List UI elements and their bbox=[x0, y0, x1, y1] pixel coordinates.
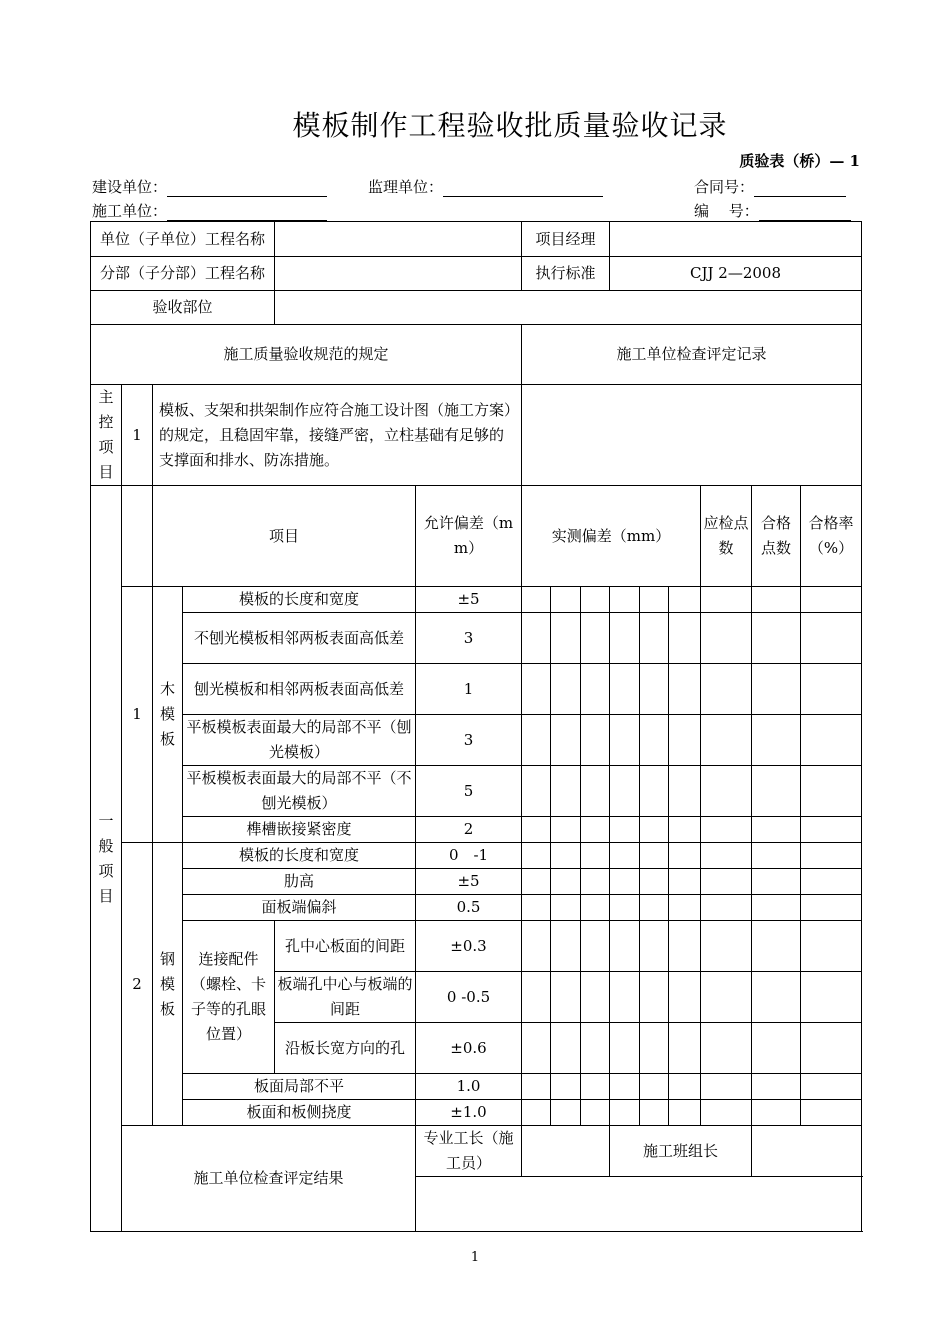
project-manager-value[interactable] bbox=[610, 222, 862, 257]
rate-cell[interactable] bbox=[801, 715, 862, 766]
measure-cell[interactable] bbox=[522, 921, 551, 972]
measure-cell[interactable] bbox=[669, 843, 701, 869]
rate-cell[interactable] bbox=[801, 1074, 862, 1100]
unit-project-value[interactable] bbox=[275, 222, 522, 257]
measure-cell[interactable] bbox=[581, 843, 610, 869]
pass-cell[interactable] bbox=[752, 895, 801, 921]
measure-cell[interactable] bbox=[551, 1023, 581, 1074]
pass-cell[interactable] bbox=[752, 921, 801, 972]
measure-cell[interactable] bbox=[610, 613, 640, 664]
rate-cell[interactable] bbox=[801, 843, 862, 869]
measure-cell[interactable] bbox=[522, 972, 551, 1023]
measure-cell[interactable] bbox=[640, 1023, 669, 1074]
steel-item: 模板的长度和宽度 bbox=[183, 843, 416, 869]
measure-cell[interactable] bbox=[581, 895, 610, 921]
measure-cell[interactable] bbox=[640, 1074, 669, 1100]
measure-cell[interactable] bbox=[669, 766, 701, 817]
measure-cell[interactable] bbox=[522, 587, 551, 613]
measure-cell[interactable] bbox=[581, 715, 610, 766]
steel-allow: 0.5 bbox=[416, 895, 522, 921]
measure-cell[interactable] bbox=[640, 869, 669, 895]
contract-no-field bbox=[694, 176, 846, 197]
points-cell[interactable] bbox=[701, 613, 752, 664]
measure-cell[interactable] bbox=[581, 613, 610, 664]
steel-item: 板面和板侧挠度 bbox=[183, 1100, 416, 1126]
points-cell[interactable] bbox=[701, 1074, 752, 1100]
measure-cell[interactable] bbox=[610, 1074, 640, 1100]
serial-no-blank[interactable] bbox=[759, 204, 851, 221]
spec-heading: 施工质量验收规范的规定 bbox=[91, 325, 522, 385]
wood-item: 平板模板表面最大的局部不平（不刨光模板） bbox=[183, 766, 416, 817]
pass-cell[interactable] bbox=[752, 766, 801, 817]
steel-label: 钢模板 bbox=[153, 843, 183, 1126]
measure-cell[interactable] bbox=[522, 766, 551, 817]
measure-cell[interactable] bbox=[522, 613, 551, 664]
foreman-label: 专业工长（施工员） bbox=[416, 1126, 522, 1177]
rate-cell[interactable] bbox=[801, 664, 862, 715]
measure-cell[interactable] bbox=[640, 921, 669, 972]
measure-cell[interactable] bbox=[581, 972, 610, 1023]
steel-item: 板面局部不平 bbox=[183, 1074, 416, 1100]
steel-item: 孔中心板面的间距 bbox=[275, 921, 416, 972]
measure-cell[interactable] bbox=[581, 921, 610, 972]
points-cell[interactable] bbox=[701, 895, 752, 921]
general-label: 一般项目 bbox=[91, 486, 122, 1232]
points-cell[interactable] bbox=[701, 715, 752, 766]
measure-cell[interactable] bbox=[522, 715, 551, 766]
wood-allow: 3 bbox=[416, 613, 522, 664]
measure-cell[interactable] bbox=[551, 817, 581, 843]
project-manager-label: 项目经理 bbox=[522, 222, 610, 257]
measure-cell[interactable] bbox=[581, 1074, 610, 1100]
measure-cell[interactable] bbox=[581, 587, 610, 613]
serial-no-field bbox=[694, 200, 851, 221]
measure-cell[interactable] bbox=[640, 1100, 669, 1126]
points-cell[interactable] bbox=[701, 664, 752, 715]
points-cell[interactable] bbox=[701, 869, 752, 895]
pass-cell[interactable] bbox=[752, 1023, 801, 1074]
measure-cell[interactable] bbox=[640, 895, 669, 921]
points-cell[interactable] bbox=[701, 921, 752, 972]
main-control-no: 1 bbox=[122, 385, 153, 486]
measure-cell[interactable] bbox=[610, 921, 640, 972]
measure-cell[interactable] bbox=[610, 972, 640, 1023]
measure-cell[interactable] bbox=[669, 921, 701, 972]
measure-cell[interactable] bbox=[610, 587, 640, 613]
rate-cell[interactable] bbox=[801, 613, 862, 664]
pass-cell[interactable] bbox=[752, 1100, 801, 1126]
points-cell[interactable] bbox=[701, 1023, 752, 1074]
foreman-value[interactable] bbox=[522, 1126, 610, 1177]
wood-allow: 1 bbox=[416, 664, 522, 715]
general-header-blank bbox=[122, 486, 153, 587]
build-unit-field bbox=[92, 176, 327, 197]
measure-cell[interactable] bbox=[640, 972, 669, 1023]
supervise-unit-field bbox=[368, 176, 603, 197]
measure-cell[interactable] bbox=[669, 613, 701, 664]
measure-cell[interactable] bbox=[640, 817, 669, 843]
points-cell[interactable] bbox=[701, 843, 752, 869]
measure-cell[interactable] bbox=[551, 1100, 581, 1126]
points-cell[interactable] bbox=[701, 766, 752, 817]
wood-allow: 2 bbox=[416, 817, 522, 843]
measure-cell[interactable] bbox=[581, 766, 610, 817]
measure-cell[interactable] bbox=[669, 1074, 701, 1100]
pass-cell[interactable] bbox=[752, 715, 801, 766]
construct-unit-blank[interactable] bbox=[167, 204, 327, 221]
team-leader-label: 施工班组长 bbox=[610, 1126, 752, 1177]
rate-cell[interactable] bbox=[801, 1023, 862, 1074]
measure-cell[interactable] bbox=[669, 817, 701, 843]
col-measured-header: 实测偏差（mm） bbox=[522, 486, 701, 587]
steel-item: 沿板长宽方向的孔 bbox=[275, 1023, 416, 1074]
measure-cell[interactable] bbox=[551, 715, 581, 766]
measure-cell[interactable] bbox=[640, 587, 669, 613]
measure-cell[interactable] bbox=[610, 664, 640, 715]
serial-no-label: 编 号： bbox=[694, 202, 759, 220]
measure-cell[interactable] bbox=[610, 895, 640, 921]
measure-cell[interactable] bbox=[669, 715, 701, 766]
rate-cell[interactable] bbox=[801, 817, 862, 843]
rate-cell[interactable] bbox=[801, 587, 862, 613]
wood-item: 模板的长度和宽度 bbox=[183, 587, 416, 613]
measure-cell[interactable] bbox=[610, 869, 640, 895]
col-item-header: 项目 bbox=[153, 486, 416, 587]
measure-cell[interactable] bbox=[669, 895, 701, 921]
measure-cell[interactable] bbox=[551, 664, 581, 715]
col-points-header: 应检点数 bbox=[701, 486, 752, 587]
measure-cell[interactable] bbox=[640, 715, 669, 766]
measure-cell[interactable] bbox=[551, 895, 581, 921]
measure-cell[interactable] bbox=[610, 843, 640, 869]
measure-cell[interactable] bbox=[522, 895, 551, 921]
steel-item: 面板端偏斜 bbox=[183, 895, 416, 921]
steel-item: 肋高 bbox=[183, 869, 416, 895]
record-heading: 施工单位检查评定记录 bbox=[522, 325, 862, 385]
wood-item: 刨光模板和相邻两板表面高低差 bbox=[183, 664, 416, 715]
measure-cell[interactable] bbox=[669, 869, 701, 895]
measure-cell[interactable] bbox=[551, 869, 581, 895]
rate-cell[interactable] bbox=[801, 766, 862, 817]
steel-allow: ±0.6 bbox=[416, 1023, 522, 1074]
measure-cell[interactable] bbox=[669, 664, 701, 715]
measure-cell[interactable] bbox=[669, 972, 701, 1023]
measure-cell[interactable] bbox=[610, 715, 640, 766]
steel-allow: ±0.3 bbox=[416, 921, 522, 972]
connector-label: 连接配件（螺栓、卡子等的孔眼位置） bbox=[183, 921, 275, 1074]
steel-allow: 0 -1 bbox=[416, 843, 522, 869]
measure-cell[interactable] bbox=[581, 1100, 610, 1126]
wood-no: 1 bbox=[122, 587, 153, 843]
construct-unit-label: 施工单位： bbox=[92, 202, 168, 220]
measure-cell[interactable] bbox=[551, 1074, 581, 1100]
points-cell[interactable] bbox=[701, 1100, 752, 1126]
measure-cell[interactable] bbox=[551, 921, 581, 972]
measure-cell[interactable] bbox=[610, 1023, 640, 1074]
measure-cell[interactable] bbox=[581, 1023, 610, 1074]
measure-cell[interactable] bbox=[522, 1023, 551, 1074]
main-control-text: 模板、支架和拱架制作应符合施工设计图（施工方案）的规定，且稳固牢靠，接缝严密，立柱基础有足够的支撑面和排水、防冻措施。 bbox=[153, 385, 522, 486]
steel-no: 2 bbox=[122, 843, 153, 1126]
measure-cell[interactable] bbox=[669, 1023, 701, 1074]
measure-cell[interactable] bbox=[610, 766, 640, 817]
measure-cell[interactable] bbox=[522, 1100, 551, 1126]
measure-cell[interactable] bbox=[551, 613, 581, 664]
col-allow-header: 允许偏差（mm） bbox=[416, 486, 522, 587]
rate-cell[interactable] bbox=[801, 972, 862, 1023]
inspection-table bbox=[90, 221, 862, 1232]
inspection-part-value[interactable] bbox=[275, 291, 862, 325]
result-label: 施工单位检查评定结果 bbox=[122, 1126, 416, 1232]
pass-cell[interactable] bbox=[752, 587, 801, 613]
sub-project-value[interactable] bbox=[275, 257, 522, 291]
wood-item: 平板模板表面最大的局部不平（刨光模板） bbox=[183, 715, 416, 766]
measure-cell[interactable] bbox=[640, 766, 669, 817]
team-leader-value[interactable] bbox=[752, 1126, 862, 1177]
measure-cell[interactable] bbox=[610, 817, 640, 843]
rate-cell[interactable] bbox=[801, 895, 862, 921]
document-title: 模板制作工程验收批质量验收记录 bbox=[292, 109, 728, 142]
rate-cell[interactable] bbox=[801, 1100, 862, 1126]
measure-cell[interactable] bbox=[669, 1100, 701, 1126]
measure-cell[interactable] bbox=[522, 1074, 551, 1100]
steel-item: 板端孔中心与板端的间距 bbox=[275, 972, 416, 1023]
wood-allow: 3 bbox=[416, 715, 522, 766]
points-cell[interactable] bbox=[701, 817, 752, 843]
wood-item: 不刨光模板相邻两板表面高低差 bbox=[183, 613, 416, 664]
result-value[interactable] bbox=[416, 1177, 862, 1232]
measure-cell[interactable] bbox=[581, 664, 610, 715]
wood-allow: 5 bbox=[416, 766, 522, 817]
wood-allow: ±5 bbox=[416, 587, 522, 613]
supervise-unit-blank[interactable] bbox=[443, 180, 603, 197]
supervise-unit-label: 监理单位： bbox=[368, 178, 444, 196]
pass-cell[interactable] bbox=[752, 664, 801, 715]
measure-cell[interactable] bbox=[640, 664, 669, 715]
build-unit-blank[interactable] bbox=[167, 180, 327, 197]
contract-no-blank[interactable] bbox=[754, 180, 846, 197]
measure-cell[interactable] bbox=[640, 843, 669, 869]
measure-cell[interactable] bbox=[551, 972, 581, 1023]
pass-cell[interactable] bbox=[752, 613, 801, 664]
exec-standard-value: CJJ 2—2008 bbox=[610, 257, 862, 291]
pass-cell[interactable] bbox=[752, 869, 801, 895]
points-cell[interactable] bbox=[701, 587, 752, 613]
sub-project-label: 分部（子分部）工程名称 bbox=[91, 257, 275, 291]
points-cell[interactable] bbox=[701, 972, 752, 1023]
measure-cell[interactable] bbox=[610, 1100, 640, 1126]
measure-cell[interactable] bbox=[522, 869, 551, 895]
contract-no-label: 合同号： bbox=[694, 178, 755, 196]
rate-cell[interactable] bbox=[801, 869, 862, 895]
measure-cell[interactable] bbox=[522, 843, 551, 869]
steel-allow: ±5 bbox=[416, 869, 522, 895]
measure-cell[interactable] bbox=[522, 664, 551, 715]
construct-unit-field bbox=[92, 200, 327, 221]
col-pass-header: 合格点数 bbox=[752, 486, 801, 587]
steel-allow: ±1.0 bbox=[416, 1100, 522, 1126]
main-control-record[interactable] bbox=[522, 385, 862, 486]
steel-allow: 0 -0.5 bbox=[416, 972, 522, 1023]
measure-cell[interactable] bbox=[522, 817, 551, 843]
measure-cell[interactable] bbox=[551, 843, 581, 869]
page-number: 1 bbox=[470, 1250, 480, 1265]
measure-cell[interactable] bbox=[581, 869, 610, 895]
rate-cell[interactable] bbox=[801, 921, 862, 972]
measure-cell[interactable] bbox=[551, 587, 581, 613]
measure-cell[interactable] bbox=[581, 817, 610, 843]
steel-allow: 1.0 bbox=[416, 1074, 522, 1100]
col-rate-header: 合格率（%） bbox=[801, 486, 862, 587]
wood-label: 木模板 bbox=[153, 587, 183, 843]
unit-project-label: 单位（子单位）工程名称 bbox=[91, 222, 275, 257]
build-unit-label: 建设单位： bbox=[92, 178, 168, 196]
wood-item: 榫槽嵌接紧密度 bbox=[183, 817, 416, 843]
pass-cell[interactable] bbox=[752, 817, 801, 843]
measure-cell[interactable] bbox=[551, 766, 581, 817]
measure-cell[interactable] bbox=[640, 613, 669, 664]
pass-cell[interactable] bbox=[752, 972, 801, 1023]
pass-cell[interactable] bbox=[752, 1074, 801, 1100]
pass-cell[interactable] bbox=[752, 843, 801, 869]
form-number: 质验表（桥）— 1 bbox=[739, 152, 860, 170]
exec-standard-label: 执行标准 bbox=[522, 257, 610, 291]
main-control-label: 主控项目 bbox=[91, 385, 122, 486]
measure-cell[interactable] bbox=[669, 587, 701, 613]
inspection-part-label: 验收部位 bbox=[91, 291, 275, 325]
